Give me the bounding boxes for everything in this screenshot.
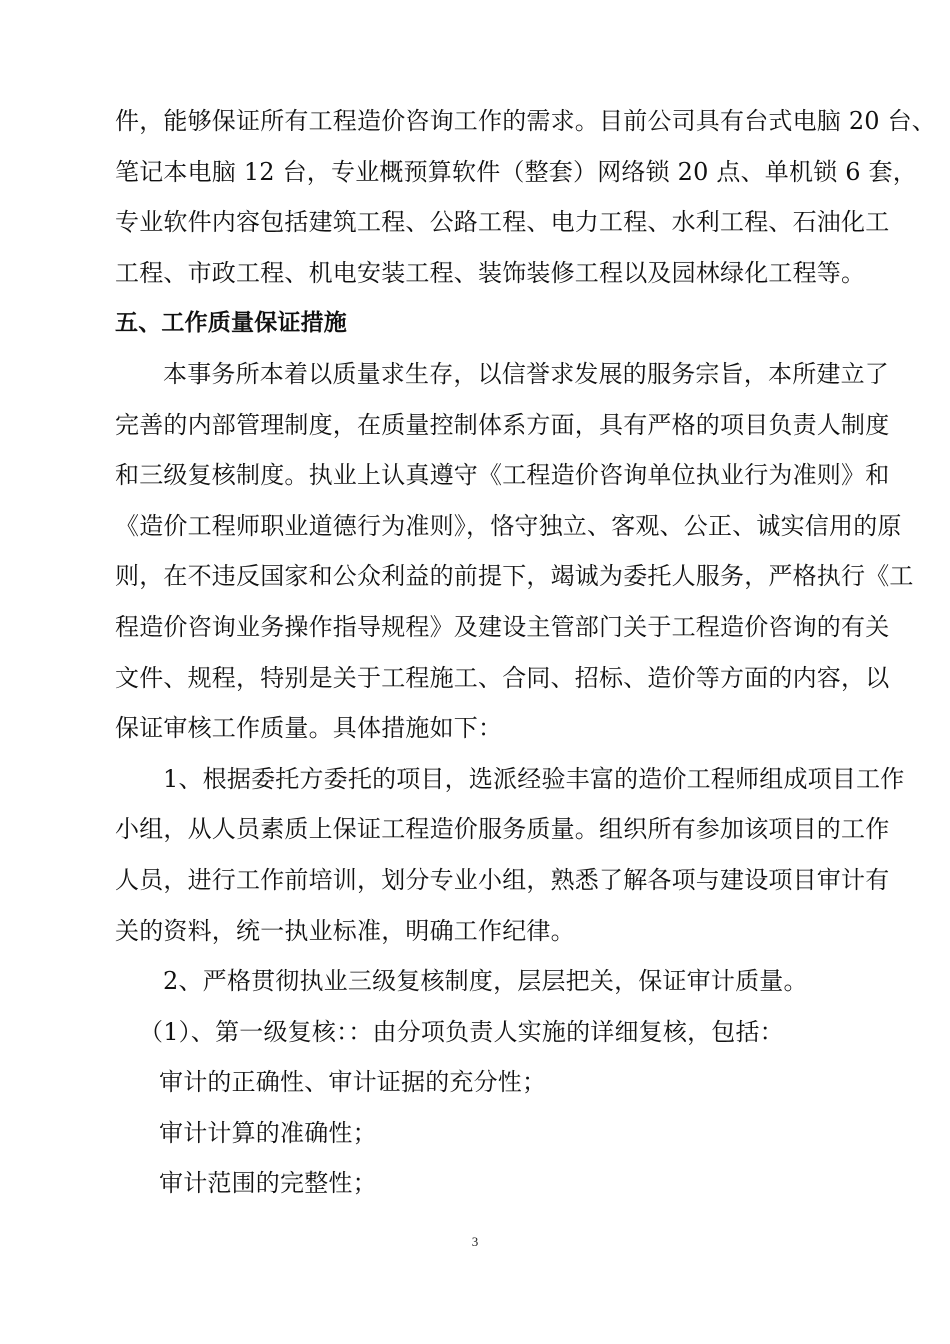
- body-line: 笔记本电脑 12 台，专业概预算软件（整套）网络锁 20 点、单机锁 6 套，: [115, 157, 917, 186]
- body-line: 工程、市政工程、机电安装工程、装饰装修工程以及园林绿化工程等。: [115, 258, 866, 287]
- body-line: 件，能够保证所有工程造价咨询工作的需求。目前公司具有台式电脑 20 台、: [115, 107, 936, 135]
- body-line: 保证审核工作质量。具体措施如下：: [115, 714, 503, 743]
- review-criterion: 审计范围的完整性；: [159, 1169, 377, 1198]
- body-line: 和三级复核制度。执业上认真遵守《工程造价咨询单位执业行为准则》和: [115, 461, 890, 490]
- page-number: 3: [471, 1234, 479, 1249]
- list-item-1-first-line: 1、根据委托方委托的项目，选派经验丰富的造价工程师组成项目工作: [163, 764, 905, 793]
- body-line: 则，在不违反国家和公众利益的前提下，竭诚为委托人服务，严格执行《工: [115, 562, 914, 591]
- section-heading: 五、工作质量保证措施: [115, 310, 347, 337]
- body-line: 关的资料，统一执业标准，明确工作纪律。: [115, 916, 575, 945]
- document-body: [115, 96, 936, 1209]
- review-criterion: 审计的正确性、审计证据的充分性；: [159, 1068, 547, 1097]
- list-item-2: 2、严格贯彻执业三级复核制度，层层把关，保证审计质量。: [163, 967, 808, 996]
- paragraph-first-line: 本事务所本着以质量求生存，以信誉求发展的服务宗旨，本所建立了: [163, 359, 889, 388]
- body-line: 人员，进行工作前培训，划分专业小组，熟悉了解各项与建设项目审计有: [115, 865, 890, 894]
- body-line: 《造价工程师职业道德行为准则》，恪守独立、客观、公正、诚实信用的原: [115, 511, 902, 540]
- body-line: 完善的内部管理制度，在质量控制体系方面，具有严格的项目负责人制度: [115, 410, 890, 439]
- body-line: 文件、规程，特别是关于工程施工、合同、招标、造价等方面的内容，以: [115, 663, 890, 692]
- review-criterion: 审计计算的准确性；: [159, 1118, 377, 1147]
- body-line: 专业软件内容包括建筑工程、公路工程、电力工程、水利工程、石油化工: [115, 208, 890, 237]
- body-line: 程造价咨询业务操作指导规程》及建设主管部门关于工程造价咨询的有关: [115, 612, 890, 641]
- sub-item-1: （1）、第一级复核：：由分项负责人实施的详细复核，包括：: [139, 1017, 784, 1046]
- body-line: 小组，从人员素质上保证工程造价服务质量。组织所有参加该项目的工作: [115, 815, 890, 844]
